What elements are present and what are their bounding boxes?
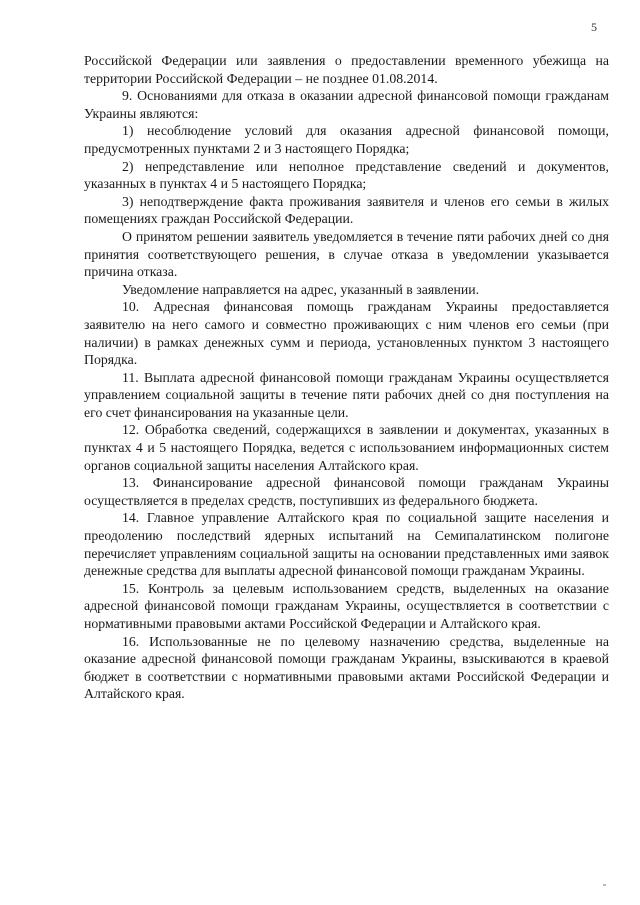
paragraph-continuation: Российской Федерации или заявления о предоставлении временного убежища на территории Российской Федерации – не позднее 01.08.2014. (84, 53, 609, 86)
paragraph-9-item-3: 3) неподтверждение факта проживания заявителя и членов его семьи в жилых помещениях граждан Российской Федерации. (84, 193, 609, 227)
paragraph-13: 13. Финансирование адресной финансовой помощи гражданам Украины осуществляется в пределах средств, поступивших из федерального бюджета. (84, 475, 609, 508)
scan-artifact (603, 884, 606, 886)
document-body (84, 52, 609, 703)
paragraph-16: 16. Использованные не по целевому назначению средства, выделенные на оказание адресной финансовой помощи гражданам Украины, взыскиваются в краевой бюджет в соответствии с нормативными правовыми актами Российской Федерации и Алтайского края. (84, 633, 609, 702)
paragraph-15: 15. Контроль за целевым использованием средств, выделенных на оказание адресной финансовой помощи гражданам Украины, осуществляется в соответствии с нормативными правовыми актами Российской Федерации и Алтайского края. (84, 580, 609, 631)
paragraph-14: 14. Главное управление Алтайского края по социальной защите населения и преодолению последствий ядерных испытаний на Семипалатинском полигоне перечисляет управлениям социальной защиты на основании представленных ими заявок денежные средства для выплаты адресной финансовой помощи гражданам Украины. (84, 510, 609, 579)
page-number: 5 (591, 20, 597, 34)
paragraph-address: Уведомление направляется на адрес, указанный в заявлении. (122, 281, 480, 297)
paragraph-10: 10. Адресная финансовая помощь гражданам Украины предоставляется заявителю на него самого и совместно проживающих с ним членов его семьи (при наличии) в рамках денежных сумм и периода, установленных пунктом 3 настоящего Порядка. (84, 299, 609, 368)
paragraph-11: 11. Выплата адресной финансовой помощи гражданам Украины осуществляется управлением социальной защиты в течение пяти рабочих дней со дня поступления на его счет финансирования на указанные цели. (84, 369, 609, 420)
paragraph-notice: О принятом решении заявитель уведомляется в течение пяти рабочих дней со дня принятия соответствующего решения, в случае отказа в уведомлении указывается причина отказа. (84, 228, 609, 280)
paragraph-9: 9. Основаниями для отказа в оказании адресной финансовой помощи гражданам Украины являются: (84, 88, 609, 121)
paragraph-12: 12. Обработка сведений, содержащихся в заявлении и документах, указанных в пунктах 4 и 5 настоящего Порядка, ведется с использованием информационных систем органов социальной защиты населения Алтайского края. (84, 422, 609, 473)
paragraph-9-item-1: 1) несоблюдение условий для оказания адресной финансовой помощи, предусмотренных пунктами 2 и 3 настоящего Порядка; (84, 123, 609, 156)
paragraph-9-item-2: 2) непредставление или неполное представление сведений и документов, указанных в пунктах 4 и 5 настоящего Порядка; (84, 158, 609, 192)
